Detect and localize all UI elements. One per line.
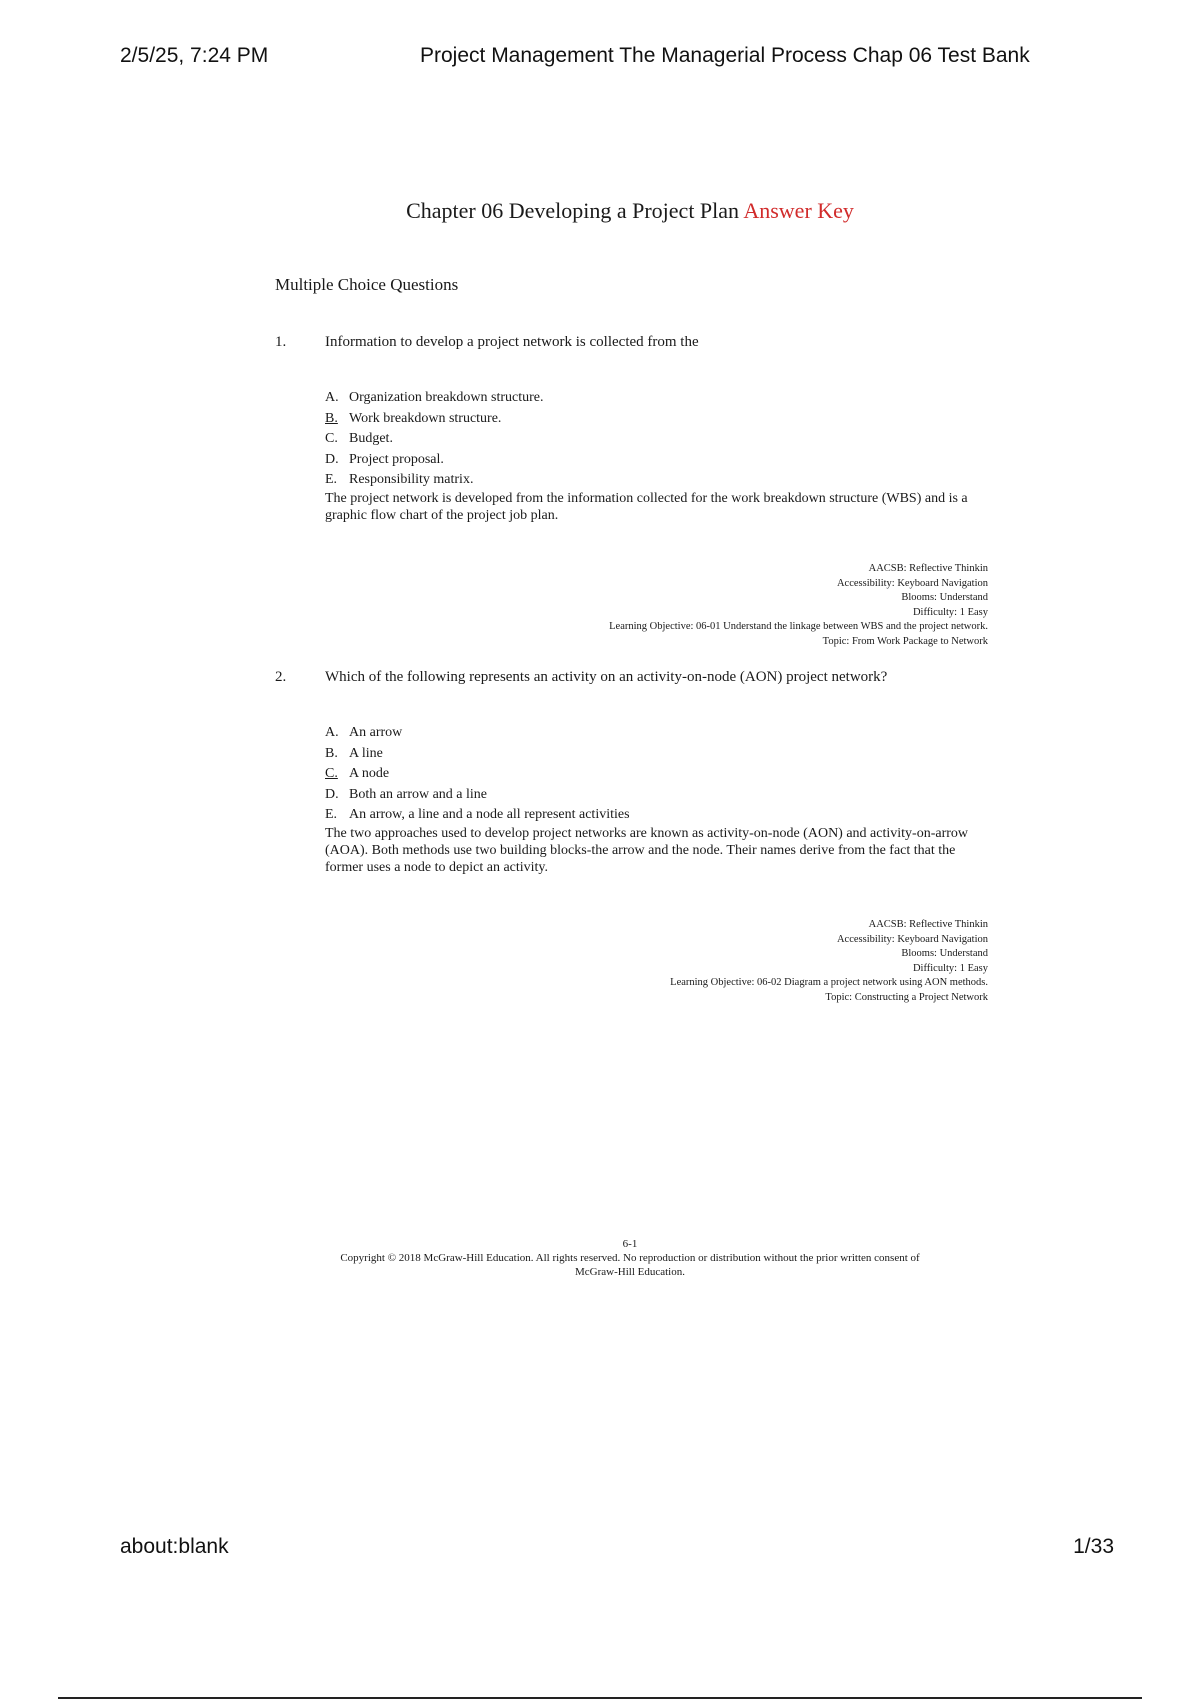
option-d	[325, 450, 544, 471]
print-footer-page-counter: 1/33	[1073, 1535, 1114, 1558]
option-letter: B.	[325, 745, 338, 761]
option-a	[325, 723, 630, 744]
meta-topic: Topic: Constructing a Project Network	[825, 991, 988, 1003]
option-text: A node	[349, 766, 390, 781]
print-header-title: Project Management The Managerial Process Chap 06 Test Bank	[420, 44, 1030, 67]
option-text: Project proposal.	[349, 451, 444, 467]
copyright-line: Copyright © 2018 McGraw-Hill Education. All rights reserved. No reproduction or distribution without the prior written consent of	[340, 1252, 920, 1264]
meta-topic: Topic: From Work Package to Network	[822, 635, 988, 647]
option-text: Work breakdown structure.	[349, 410, 502, 426]
option-letter: A.	[325, 725, 339, 740]
option-b	[325, 409, 544, 430]
answer-options	[325, 388, 544, 491]
option-letter-correct: C.	[325, 766, 338, 781]
question-2-metadata	[670, 918, 988, 1005]
copyright-line: McGraw-Hill Education.	[575, 1266, 685, 1278]
meta-blooms: Blooms: Understand	[901, 592, 988, 603]
meta-aacsb: AACSB: Reflective Thinkin	[868, 563, 988, 574]
question-number: 2.	[275, 669, 287, 685]
option-letter: E.	[325, 807, 338, 822]
question-text: Which of the following represents an activity on an activity-on-node (AON) project network?	[325, 669, 888, 685]
meta-difficulty: Difficulty: 1 Easy	[912, 606, 988, 618]
option-e	[325, 805, 630, 826]
print-footer-url: about:blank	[120, 1535, 229, 1558]
option-b	[325, 744, 630, 765]
meta-accessibility: Accessibility: Keyboard Navigation	[836, 577, 988, 589]
option-text: Both an arrow and a line	[349, 786, 488, 802]
option-d	[325, 785, 630, 806]
answer-options	[325, 723, 630, 826]
option-text: An arrow, a line and a node all represent activities	[349, 807, 630, 822]
meta-aacsb: AACSB: Reflective Thinkin	[868, 919, 988, 930]
option-text: Organization breakdown structure.	[349, 390, 544, 405]
option-text: An arrow	[349, 725, 403, 740]
meta-learning-objective: Learning Objective: 06-01 Understand the linkage between WBS and the project network.	[609, 621, 988, 632]
answer-explanation: The project network is developed from the information collected for the work breakdown structure (WBS) and is a graphic flow chart of the project job plan.	[325, 491, 968, 523]
meta-difficulty: Difficulty: 1 Easy	[912, 962, 988, 974]
option-letter: E.	[325, 472, 338, 487]
answer-explanation: The two approaches used to develop project networks are known as activity-on-node (AON) and activity-on-arrow (AOA). Both methods use two building blocks-the arrow and the node. Their names derive from the fact that the former uses a node to depict an activity.	[325, 826, 969, 875]
question-text: Information to develop a project network is collected from the	[325, 334, 699, 350]
meta-accessibility: Accessibility: Keyboard Navigation	[836, 933, 988, 945]
page-bottom-rule	[58, 1697, 1142, 1699]
meta-learning-objective: Learning Objective: 06-02 Diagram a project network using AON methods.	[670, 977, 988, 988]
option-c	[325, 764, 630, 785]
option-e	[325, 470, 544, 491]
option-letter: D.	[325, 786, 339, 802]
print-header-datetime: 2/5/25, 7:24 PM	[120, 44, 269, 67]
option-letter: A.	[325, 390, 339, 405]
option-text: Budget.	[349, 431, 393, 446]
option-text: Responsibility matrix.	[349, 472, 474, 487]
option-letter: C.	[325, 431, 338, 446]
page-footer-copyright	[0, 1237, 1200, 1279]
option-c	[325, 429, 544, 450]
meta-blooms: Blooms: Understand	[901, 948, 988, 959]
doc-page-number: 6-1	[622, 1238, 638, 1250]
option-a	[325, 388, 544, 409]
question-1-metadata	[609, 562, 988, 649]
chapter-title-text: Chapter 06 Developing a Project Plan	[406, 198, 740, 223]
option-text: A line	[349, 745, 383, 761]
chapter-title	[0, 198, 1200, 224]
section-title: Multiple Choice Questions	[275, 275, 459, 294]
answer-key-label: Answer Key	[743, 198, 854, 223]
question-number: 1.	[275, 334, 287, 350]
option-letter-correct: B.	[325, 410, 338, 426]
option-letter: D.	[325, 451, 339, 467]
